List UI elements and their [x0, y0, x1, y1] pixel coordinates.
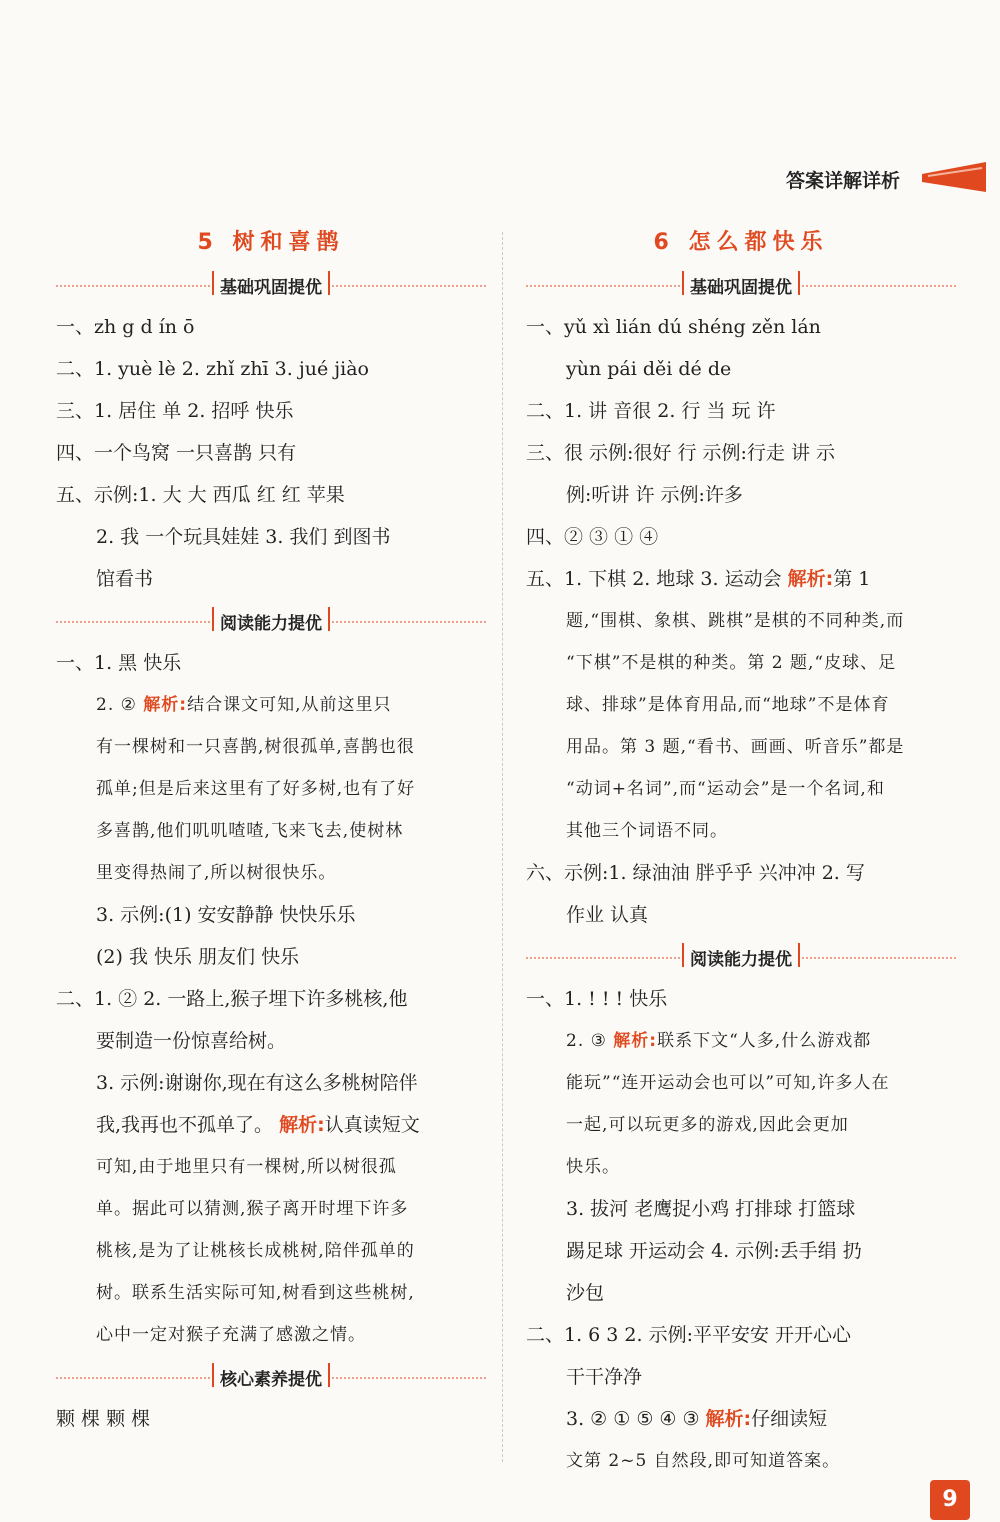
answer-line: 2. ③ 解析:联系下文“人多,什么游戏都 — [566, 1031, 872, 1051]
answer-line: 球、排球”是体育用品,而“地球”不是体育 — [566, 695, 890, 715]
answer-line: 一、yǔ xì lián dú shéng zěn lán — [526, 316, 821, 338]
left-column — [56, 222, 486, 1440]
answer-line: 四、一个鸟窝 一只喜鹊 只有 — [56, 442, 297, 464]
answer-line: 二、1. 6 3 2. 示例:平平安安 开开心心 — [526, 1324, 852, 1346]
answer-line: 快乐。 — [566, 1157, 620, 1177]
answer-line: 可知,由于地里只有一棵树,所以树很孤 — [96, 1157, 397, 1177]
section-header: 基础巩固提优 — [526, 264, 956, 306]
answer-line: 馆看书 — [96, 568, 154, 590]
analysis-label: 解析: — [787, 568, 834, 590]
section-header: 阅读能力提优 — [56, 600, 486, 642]
answer-line: 一、1. 黑 快乐 — [56, 652, 182, 674]
analysis-label: 解析: — [143, 695, 188, 715]
answer-line: 用品。第 3 题,“看书、画画、听音乐”都是 — [566, 737, 905, 757]
lesson-title: 6 怎么都快乐 — [653, 230, 829, 255]
answer-line: 桃核,是为了让桃核长成桃树,陪伴孤单的 — [96, 1241, 415, 1261]
answer-line: 一起,可以玩更多的游戏,因此会更加 — [566, 1115, 849, 1135]
answer-line: 六、示例:1. 绿油油 胖乎乎 兴冲冲 2. 写 — [526, 862, 865, 884]
answer-line: 有一棵树和一只喜鹊,树很孤单,喜鹊也很 — [96, 737, 415, 757]
analysis-label: 解析: — [705, 1408, 752, 1430]
answer-line: 一、zh g d ín ō — [56, 316, 195, 338]
analysis-label: 解析: — [613, 1031, 658, 1051]
answer-line: 干干净净 — [566, 1366, 643, 1388]
answer-line: 文第 2~5 自然段,即可知道答案。 — [566, 1451, 841, 1471]
answer-line: 多喜鹊,他们叽叽喳喳,飞来飞去,使树林 — [96, 821, 404, 841]
answer-line: 作业 认真 — [566, 904, 649, 926]
answer-line: 颗 棵 颗 棵 — [56, 1408, 151, 1430]
answer-line: 二、1. ② 2. 一路上,猴子埋下许多桃核,他 — [56, 988, 408, 1010]
answer-line: 2. ② 解析:结合课文可知,从前这里只 — [96, 695, 392, 715]
answer-line: 二、1. 讲 音很 2. 行 当 玩 许 — [526, 400, 776, 422]
answer-line: 五、1. 下棋 2. 地球 3. 运动会 解析:第 1 — [526, 568, 871, 590]
lesson-title: 5 树和喜鹊 — [197, 230, 345, 255]
page-number: 9 — [930, 1480, 970, 1520]
answer-line: 树。联系生活实际可知,树看到这些桃树, — [96, 1283, 415, 1303]
answer-line: 3. 示例:谢谢你,现在有这么多桃树陪伴 — [96, 1072, 418, 1094]
answer-line: 踢足球 开运动会 4. 示例:丢手绢 扔 — [566, 1240, 862, 1262]
answer-line: 里变得热闹了,所以树很快乐。 — [96, 863, 337, 883]
answer-line: 能玩”“连开运动会也可以”可知,许多人在 — [566, 1073, 890, 1093]
answer-line: yùn pái děi dé de — [566, 358, 732, 380]
answer-line: 我,我再也不孤单了。 解析:认真读短文 — [96, 1114, 420, 1136]
answer-line: 3. ② ① ⑤ ④ ③ 解析:仔细读短 — [566, 1408, 828, 1430]
answer-line: 例:听讲 许 示例:许多 — [566, 484, 743, 506]
answer-line: 三、很 示例:很好 行 示例:行走 讲 示 — [526, 442, 836, 464]
answer-line: 3. 拔河 老鹰捉小鸡 打排球 打篮球 — [566, 1198, 856, 1220]
answer-line: 3. 示例:(1) 安安静静 快快乐乐 — [96, 904, 356, 926]
section-header: 阅读能力提优 — [526, 936, 956, 978]
column-divider — [502, 232, 503, 1462]
answer-line: 2. 我 一个玩具娃娃 3. 我们 到图书 — [96, 526, 391, 548]
answer-line: 单。据此可以猜测,猴子离开时埋下许多 — [96, 1199, 409, 1219]
answer-line: 二、1. yuè lè 2. zhǐ zhī 3. jué jiào — [56, 358, 369, 380]
answer-line: 一、1. ! ! ! 快乐 — [526, 988, 668, 1010]
answer-line: 五、示例:1. 大 大 西瓜 红 红 苹果 — [56, 484, 345, 506]
answer-line: 孤单;但是后来这里有了好多树,也有了好 — [96, 779, 416, 799]
answer-line: 心中一定对猴子充满了感激之情。 — [96, 1325, 366, 1345]
right-column — [526, 222, 956, 1482]
header-brush-decoration — [922, 160, 986, 194]
section-header: 核心素养提优 — [56, 1356, 486, 1398]
header-title: 答案详解详析 — [786, 170, 901, 192]
answer-line: 题,“围棋、象棋、跳棋”是棋的不同种类,而 — [566, 611, 905, 631]
answer-line: 四、② ③ ① ④ — [526, 526, 659, 548]
answer-line: 要制造一份惊喜给树。 — [96, 1030, 287, 1052]
answer-line: 三、1. 居住 单 2. 招呼 快乐 — [56, 400, 294, 422]
section-header: 基础巩固提优 — [56, 264, 486, 306]
answer-line: “动词+名词”,而“运动会”是一个名词,和 — [566, 779, 885, 799]
analysis-label: 解析: — [279, 1114, 325, 1136]
answer-line: (2) 我 快乐 朋友们 快乐 — [96, 946, 300, 968]
answer-line: 其他三个词语不同。 — [566, 821, 728, 841]
answer-line: “下棋”不是棋的种类。第 2 题,“皮球、足 — [566, 653, 897, 673]
answer-line: 沙包 — [566, 1282, 605, 1304]
